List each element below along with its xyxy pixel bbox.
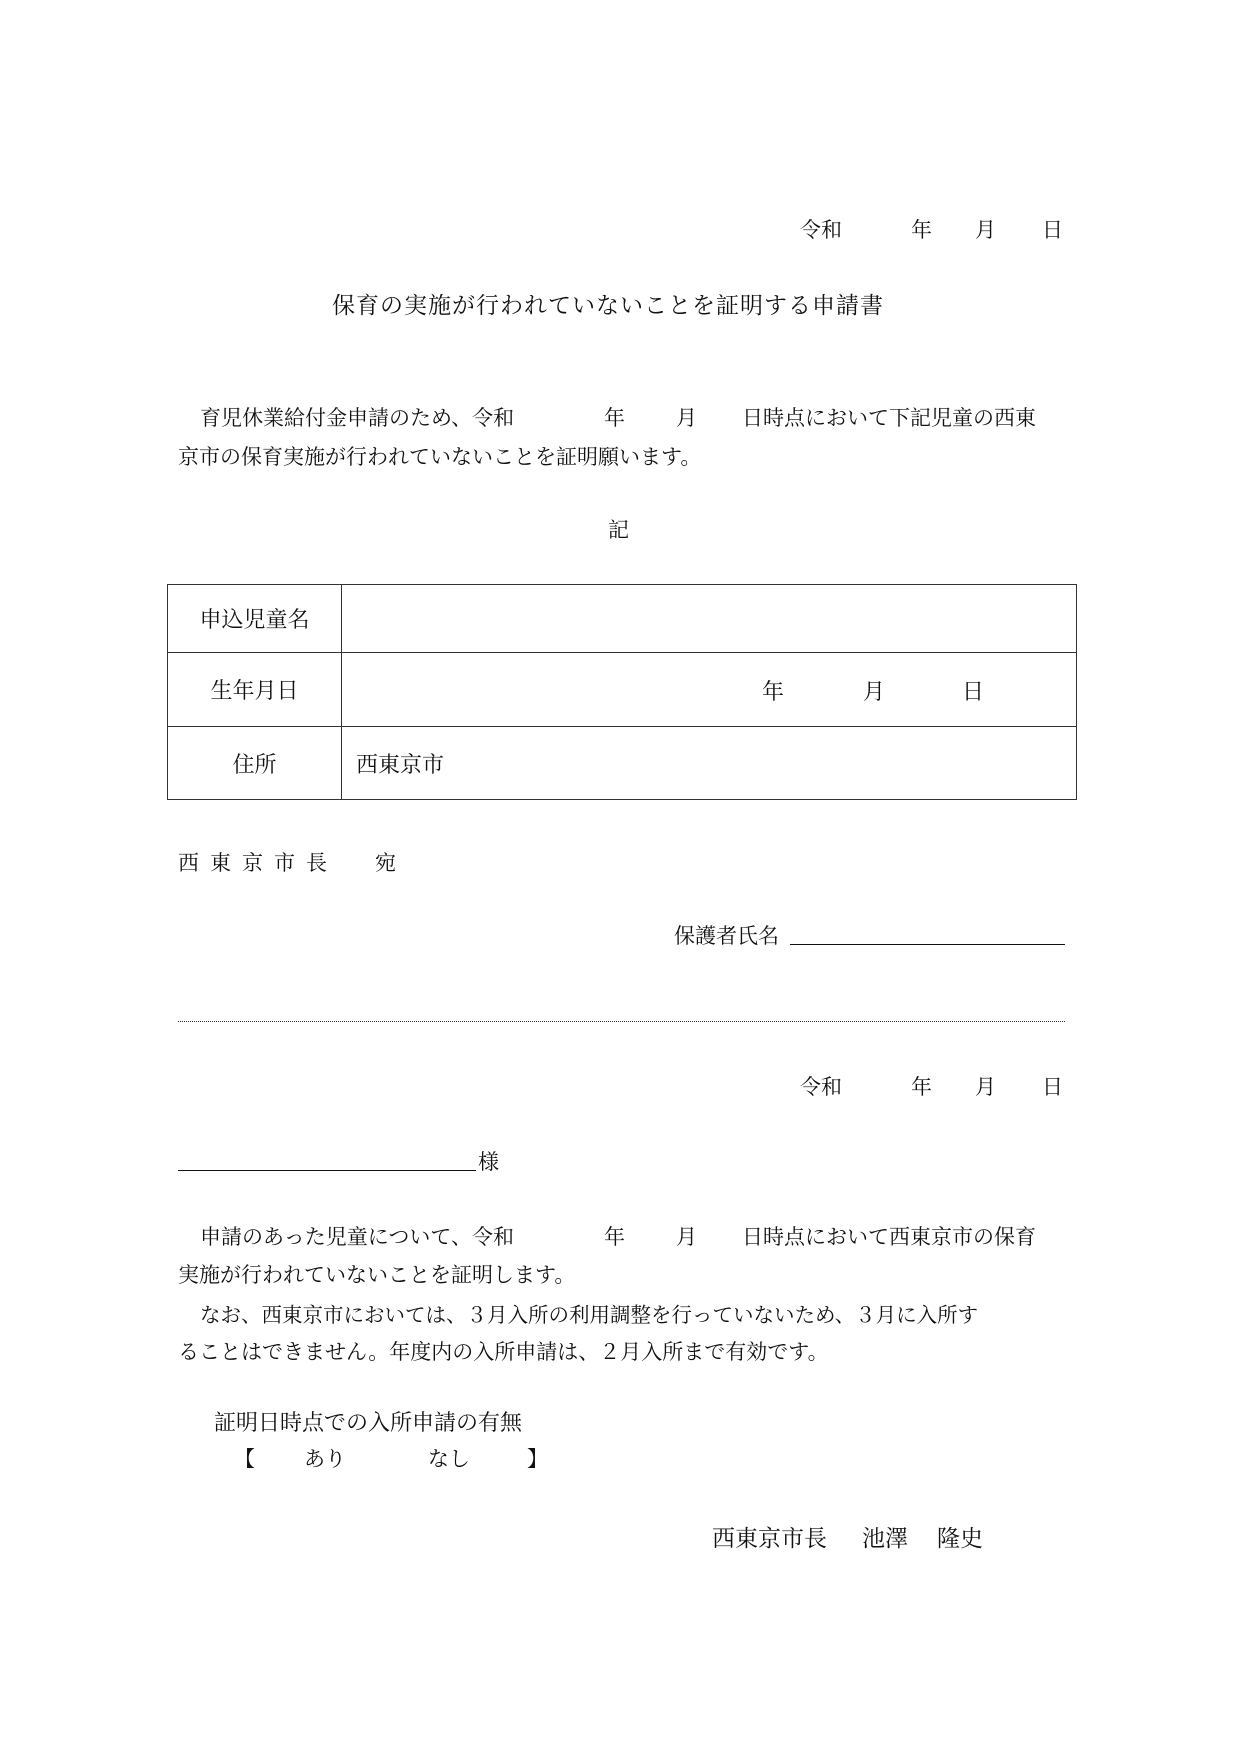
addressee-char: 長 [306, 851, 327, 875]
child-info-table [167, 584, 1077, 800]
guardian-label: 保護者氏名 [674, 924, 779, 948]
certificate-line3: なお、西東京市においては、３月入所の利用調整を行っていないため、３月に入所す [200, 1303, 979, 1327]
certificate-line1-b: 日時点において西東京市の保育 [742, 1225, 1036, 1249]
option-yes[interactable]: あり [304, 1447, 346, 1471]
top-date-era: 令和 [800, 218, 842, 242]
address-label: 住所 [168, 727, 342, 800]
signature-family-name: 池澤 [862, 1526, 908, 1552]
birthdate-month: 月 [863, 680, 886, 705]
birthdate-label: 生年月日 [168, 653, 342, 727]
recipient-name-field[interactable] [178, 1144, 476, 1171]
certificate-line2: 実施が行われていないことを証明します。 [178, 1263, 576, 1287]
addressee-char: 東 [210, 851, 231, 875]
signature-title: 西東京市長 [712, 1526, 827, 1552]
addressee-char: 西 [178, 851, 199, 875]
guardian-name-field[interactable] [790, 918, 1065, 945]
sama-suffix: 様 [478, 1150, 499, 1174]
close-bracket: 】 [527, 1447, 548, 1471]
request-year: 年 [604, 406, 625, 430]
bottom-date [0, 1071, 1241, 1097]
table-row [168, 653, 1077, 727]
cut-line-divider [178, 1021, 1065, 1022]
application-status-heading: 証明日時点での入所申請の有無 [214, 1411, 523, 1436]
addressee [0, 847, 600, 873]
table-row [168, 727, 1077, 800]
birthdate-day: 日 [962, 680, 985, 705]
birthdate-year: 年 [762, 680, 785, 705]
address-field[interactable] [342, 727, 1077, 800]
bottom-date-year: 年 [911, 1075, 932, 1099]
top-date-month: 月 [975, 218, 996, 242]
certificate-month: 月 [676, 1225, 697, 1249]
top-date-year: 年 [911, 218, 932, 242]
certificate-line4: ることはできません。年度内の入所申請は、２月入所まで有効です。 [178, 1340, 829, 1364]
child-name-field[interactable] [342, 585, 1077, 653]
top-date-day: 日 [1042, 218, 1063, 242]
request-line1-b: 日時点において下記児童の西東 [742, 406, 1036, 430]
signature-given-name: 隆史 [937, 1526, 983, 1552]
bottom-date-era: 令和 [800, 1075, 842, 1099]
page-title: 保育の実施が行われていないことを証明する申請書 [332, 293, 884, 319]
birthdate-field[interactable] [342, 653, 1077, 727]
option-no[interactable]: なし [428, 1447, 470, 1471]
ki-heading: 記 [608, 518, 629, 542]
top-date [0, 214, 1241, 240]
addressee-suffix: 宛 [375, 851, 396, 875]
request-line2: 京市の保育実施が行われていないことを証明願います。 [178, 445, 702, 469]
certificate-year: 年 [604, 1225, 625, 1249]
addressee-char: 市 [274, 851, 295, 875]
bottom-date-month: 月 [975, 1075, 996, 1099]
bottom-date-day: 日 [1042, 1075, 1063, 1099]
child-name-label: 申込児童名 [168, 585, 342, 653]
request-line1-a: 育児休業給付金申請のため、令和 [200, 406, 515, 430]
table-row [168, 585, 1077, 653]
address-value: 西東京市 [356, 752, 445, 778]
request-month: 月 [676, 406, 697, 430]
addressee-char: 京 [242, 851, 263, 875]
open-bracket: 【 [234, 1447, 255, 1471]
certificate-line1-a: 申請のあった児童について、令和 [200, 1225, 514, 1249]
